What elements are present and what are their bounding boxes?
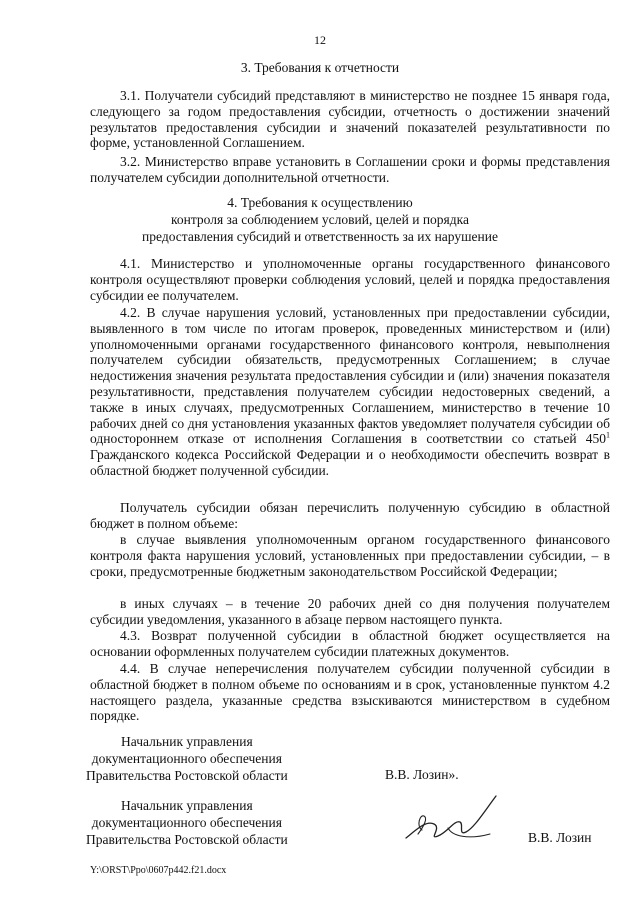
- paragraph-4-4: 4.4. В случае неперечисления получателем субсидии полученной субсидии в областной бюджет в полном объеме по основаниям и в срок, установленные пунктом 4.2 настоящего раздела, указанные средства взыскиваются министерством в судебном порядке.: [90, 661, 610, 724]
- paragraph-4-2-text: 4.2. В случае нарушения условий, установленных при предоставлении субсидии, выявленного в том числе по итогам проверок, проведенных министерством и (или) уполномоченными органами государственного финансового контроля, невыполнения получателем субсидии обязательств, предусмотренных Соглашением; в случае недостижения значения результата предоставления субсидии и (или) значения показателя результативности, представления получателем субсидии недостоверных сведений, а также в иных случаях, предусмотренных Соглашением, министерство в течение 10 рабочих дней со дня установления указанных фактов уведомляет получателя субсидии об одностороннем отказе от исполнения Соглашения в соответствии со статьей 450: [90, 305, 610, 447]
- signature-block-1: [86, 733, 288, 784]
- paragraph-3-1: 3.1. Получатели субсидий представляют в министерство не позднее 15 января года, следующего за годом предоставления субсидии, отчетность о достижении значений результатов предоставления субсидии и значений показателей результативности по форме, установленной Соглашением.: [90, 88, 610, 151]
- paragraph-4-3: 4.3. Возврат полученной субсидии в областной бюджет осуществляется на основании оформленных получателем субсидии платежных документов.: [90, 628, 610, 659]
- paragraph-3-2: 3.2. Министерство вправе установить в Соглашении сроки и формы представления получателем субсидии дополнительной отчетности.: [90, 154, 610, 185]
- signature-2-title-line-3: Правительства Ростовской области: [86, 832, 288, 847]
- paragraph-4-2: [90, 305, 610, 479]
- section-3-title: 3. Требования к отчетности: [240, 60, 400, 75]
- signature-1-title-line-1: Начальник управления: [121, 734, 253, 749]
- section-4-title-line-3: предоставления субсидий и ответственность за их нарушение: [142, 229, 498, 244]
- section-4-title-line-1: 4. Требования к осуществлению: [227, 195, 413, 210]
- paragraph-4-1: 4.1. Министерство и уполномоченные органы государственного финансового контроля осуществляют проверки соблюдения условий, целей и порядка предоставления субсидии ее получателем.: [90, 256, 610, 303]
- paragraph-refund-case-2: в иных случаях – в течение 20 рабочих дней со дня получения получателем субсидии уведомления, указанного в абзаце первом настоящего пункта.: [90, 596, 610, 627]
- signature-2-title-line-2: документационного обеспечения: [91, 815, 282, 830]
- handwritten-signature: [398, 790, 508, 850]
- section-4-title-line-2: контроля за соблюдением условий, целей и порядка: [171, 212, 469, 227]
- file-path-footer: Y:\ORST\Ppo\0607p442.f21.docx: [90, 865, 227, 876]
- paragraph-refund-obligation: Получатель субсидии обязан перечислить полученную субсидию в областной бюджет в полном объеме:: [90, 500, 610, 531]
- signature-2-title-line-1: Начальник управления: [121, 798, 253, 813]
- signature-1-title-line-2: документационного обеспечения: [91, 751, 282, 766]
- signature-2-name: В.В. Лозин: [528, 830, 592, 845]
- superscript-marker: 1: [606, 430, 610, 440]
- signature-1-name: В.В. Лозин».: [385, 767, 459, 782]
- paragraph-4-2-text-end: Гражданского кодекса Российской Федерации и о необходимости обеспечить возврат в областной бюджет полученной субсидии.: [90, 447, 610, 478]
- page-number: 12: [314, 33, 326, 47]
- signature-block-2: [86, 797, 288, 848]
- paragraph-refund-case-1: в случае выявления уполномоченным органом государственного финансового контроля факта нарушения условий, установленных при предоставлении субсидии, – в сроки, предусмотренные бюджетным законодательством Российской Федерации;: [90, 532, 610, 579]
- signature-1-title-line-3: Правительства Ростовской области: [86, 768, 288, 783]
